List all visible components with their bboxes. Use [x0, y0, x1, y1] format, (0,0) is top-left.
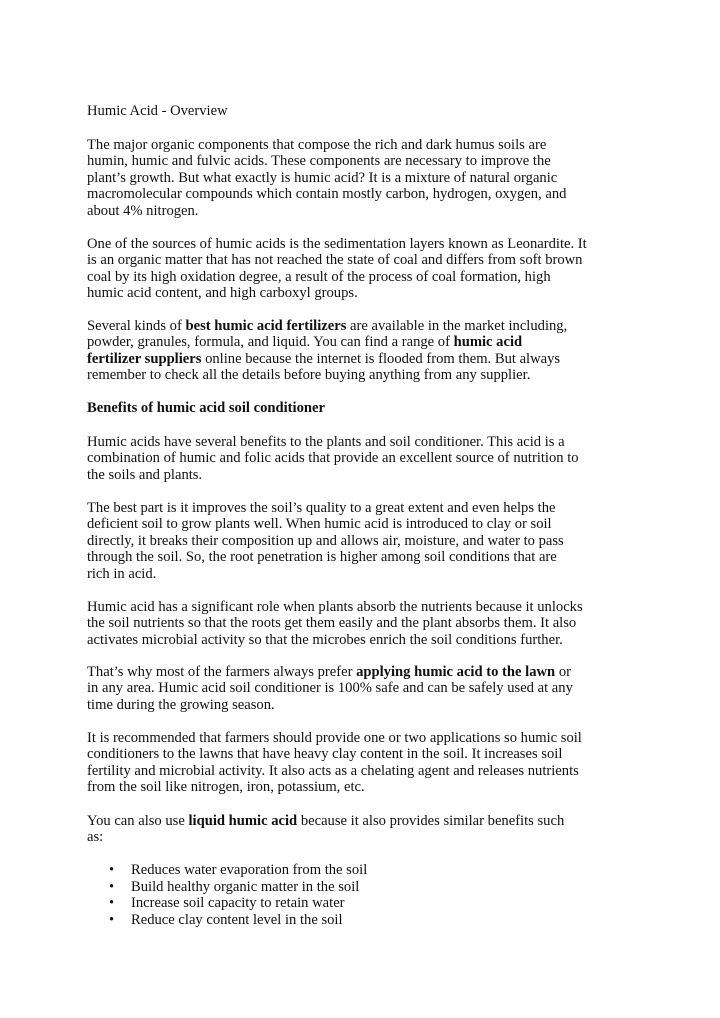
text-run: Several kinds of — [87, 318, 186, 334]
text-line: combination of humic and folic acids that provide an excellent source of nutrition to — [87, 450, 579, 467]
paragraph-liquid — [87, 813, 647, 846]
paragraph-recommendation — [87, 730, 647, 796]
text-line: activates microbial activity so that the microbes enrich the soil conditions further. — [87, 631, 563, 648]
paragraph-benefits — [87, 434, 647, 483]
text-line: plant’s growth. But what exactly is humic acid? It is a mixture of natural organic — [87, 169, 558, 186]
list-item-text: Reduces water evaporation from the soil — [131, 862, 368, 878]
text-line — [87, 664, 647, 680]
heading-text: Benefits of humic acid soil conditioner — [87, 400, 325, 416]
list-item — [87, 912, 367, 929]
text-line: the soil nutrients so that the roots get them easily and the plant absorbs them. It also — [87, 615, 577, 632]
text-line: Humic acid has a significant role when plants absorb the nutrients because it unlocks — [87, 599, 583, 615]
text-line: about 4% nitrogen. — [87, 202, 199, 219]
text-line: fertility and microbial activity. It also acts as a chelating agent and releases nutrients — [87, 762, 579, 779]
text-line: remember to check all the details before buying anything from any supplier. — [87, 367, 531, 384]
list-item — [87, 895, 367, 912]
text-line: rich in acid. — [87, 565, 157, 582]
text-line: It is recommended that farmers should provide one or two applications so humic soil — [87, 730, 582, 746]
text-line: through the soil. So, the root penetration is higher among soil conditions that are — [87, 549, 557, 566]
text-line: directly, it breaks their composition up and allows air, moisture, and water to pass — [87, 532, 564, 549]
bullet-icon: • — [109, 895, 115, 911]
list-item-text: Build healthy organic matter in the soil — [131, 878, 360, 895]
section-heading — [87, 400, 647, 416]
text-run: You can also use — [87, 813, 189, 829]
paragraph-intro — [87, 137, 647, 219]
bullet-icon: • — [109, 911, 115, 928]
text-line: macromolecular compounds which contain mostly carbon, hydrogen, oxygen, and — [87, 186, 567, 203]
text-run: powder, granules, formula, and liquid. You can find a range of — [87, 334, 454, 351]
text-line — [87, 334, 647, 350]
list-item-text: Reduce clay content level in the soil — [131, 911, 343, 928]
list-item-text: Increase soil capacity to retain water — [131, 895, 345, 911]
paragraph-fertilizers — [87, 318, 647, 384]
text-line — [87, 318, 647, 334]
list-item — [87, 879, 367, 896]
text-line: Humic acids have several benefits to the plants and soil conditioner. This acid is a — [87, 434, 565, 450]
best-fertilizers-link[interactable]: best humic acid fertilizers — [185, 318, 347, 334]
text-line: conditioners to the lawns that have heavy clay content in the soil. It increases soil — [87, 746, 563, 763]
text-run: or — [555, 664, 571, 680]
bullet-icon: • — [109, 878, 115, 895]
text-line — [87, 813, 647, 829]
text-line: humin, humic and fulvic acids. These components are necessary to improve the — [87, 153, 551, 170]
bullet-icon: • — [109, 862, 115, 878]
text-line: One of the sources of humic acids is the sedimentation layers known as Leonardite. It — [87, 236, 587, 252]
text-run: online because the internet is flooded from them. But always — [201, 350, 561, 367]
text-line: as: — [87, 829, 104, 846]
text-run: That’s why most of the farmers always prefer — [87, 664, 357, 680]
text-line: is an organic matter that has not reached the state of coal and differs from soft brown — [87, 252, 583, 269]
document-title — [87, 103, 647, 119]
suppliers-link-part1[interactable]: humic acid — [453, 334, 523, 351]
paragraph-lawn — [87, 664, 647, 713]
text-line: The major organic components that compose the rich and dark humus soils are — [87, 137, 547, 153]
title-text: Humic Acid - Overview — [87, 103, 228, 119]
text-line: coal by its high oxidation degree, a result of the process of coal formation, high — [87, 268, 551, 285]
paragraph-soil-quality — [87, 500, 647, 582]
text-line — [87, 351, 647, 367]
list-item — [87, 862, 367, 879]
liquid-humic-acid-link[interactable]: liquid humic acid — [188, 813, 298, 829]
text-line: deficient soil to grow plants well. When humic acid is introduced to clay or soil — [87, 516, 552, 533]
text-line: the soils and plants. — [87, 466, 203, 483]
suppliers-link-part2[interactable]: fertilizer suppliers — [87, 350, 202, 367]
text-line: from the soil like nitrogen, iron, potassium, etc. — [87, 779, 365, 796]
benefits-list — [87, 862, 367, 928]
text-line: in any area. Humic acid soil conditioner is 100% safe and can be safely used at any — [87, 680, 573, 697]
text-line: The best part is it improves the soil’s quality to a great extent and even helps the — [87, 500, 556, 516]
paragraph-leonardite — [87, 236, 647, 302]
text-run: because it also provides similar benefits such — [297, 813, 565, 829]
paragraph-nutrients — [87, 599, 647, 648]
text-line: time during the growing season. — [87, 696, 275, 713]
text-line: humic acid content, and high carboxyl groups. — [87, 285, 358, 302]
lawn-link[interactable]: applying humic acid to the lawn — [356, 664, 556, 680]
text-run: are available in the market including, — [346, 318, 568, 334]
